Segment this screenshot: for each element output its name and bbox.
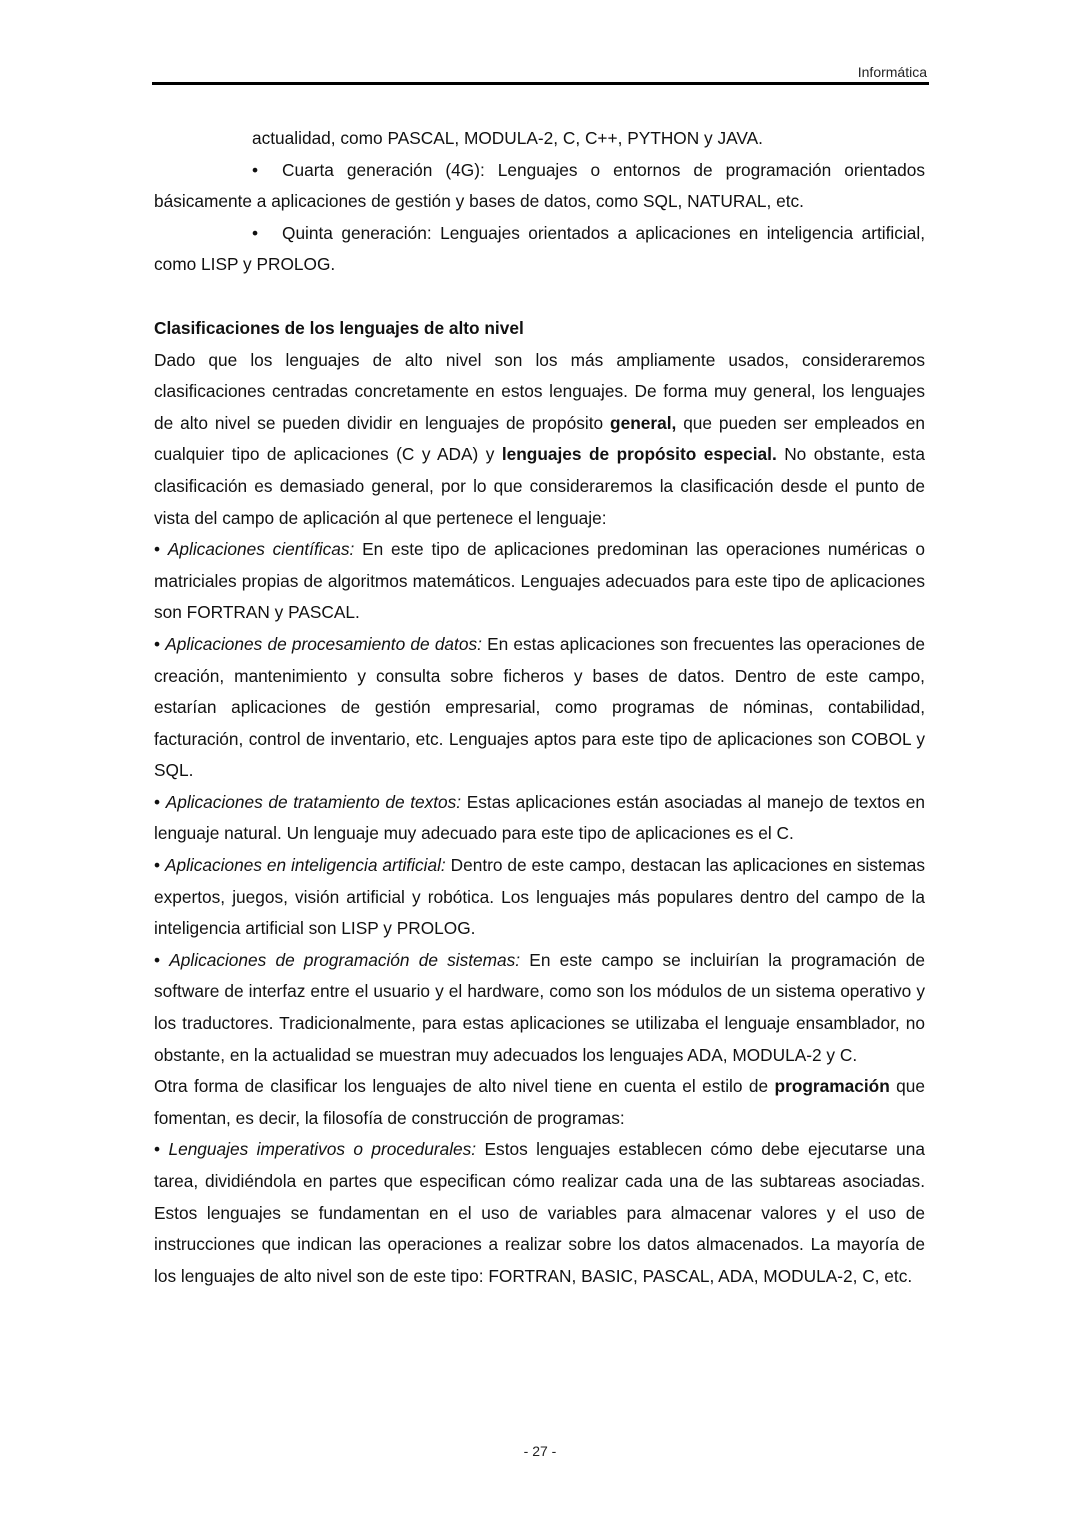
running-header: Informática [857,64,927,80]
list-item-artificial-intelligence: • Aplicaciones en inteligencia artificial: Dentro de este campo, destacan las aplicaciones en sistemas expertos, juegos, visión artificial y robótica. Los lenguajes más populares dentro del campo de la inteligencia artificial son LISP y PROLOG. [154,855,925,939]
bullet-icon: • [154,949,170,970]
bullet-icon: • [252,159,259,180]
page-body [154,123,925,1292]
list-item-scientific: • Aplicaciones científicas: En este tipo de aplicaciones predominan las operaciones numéricas o matriciales propias de algoritmos matemáticos. Lenguajes adecuados para este tipo de aplicaciones son FORTRAN y PASCAL. [154,539,925,623]
intro-paragraph: Dado que los lenguajes de alto nivel son los más ampliamente usados, consideraremos clasificaciones centradas concretamente en estos lenguajes. De forma muy general, los lenguajes de alto nivel se pueden dividir en lenguajes de propósito general, que pueden ser empleados en cualquier tipo de aplicaciones (C y ADA) y lenguajes de propósito especial. No obstante, esta clasificación es demasiado general, por lo que consideraremos la clasificación desde el punto de vista del campo de aplicación al que pertenece el lenguaje: [154,349,925,528]
page-number: - 27 - [523,1443,557,1459]
header-divider [152,82,929,85]
list-item-imperative: • Lenguajes imperativos o procedurales: Estos lenguajes establecen cómo debe ejecutarse una tarea, dividiéndola en partes que especifican cómo realizar cada una de las subtareas asociadas. Estos lenguajes se fundamentan en el uso de variables para almacenar valores y el uso de instrucciones que indican las operaciones a realizar sobre los datos almacenados. La mayoría de los lenguajes de alto nivel son de este tipo: FORTRAN, BASIC, PASCAL, ADA, MODULA-2, C, etc. [154,1139,926,1286]
bullet-icon: • [154,539,168,560]
programming-style-paragraph: Otra forma de clasificar los lenguajes de alto nivel tiene en cuenta el estilo de programación que fomentan, es decir, la filosofía de construcción de programas: [154,1076,925,1128]
bullet-icon: • [154,791,166,812]
list-item-data-processing: • Aplicaciones de procesamiento de datos: En estas aplicaciones son frecuentes las operaciones de creación, mantenimiento y consulta sobre ficheros y bases de datos. Dentro de este campo, estarían aplicaciones de gestión empresarial, como programas de nóminas, contabilidad, facturación, control de inventario, etc. Lenguajes aptos para este tipo de aplicaciones son COBOL y SQL. [154,633,925,781]
list-item-systems-programming: • Aplicaciones de programación de sistemas: En este campo se incluirían la programación de software de interfaz entre el usuario y el hardware, como son los módulos de un sistema operativo y los traductores. Tradicionalmente, para estas aplicaciones se utilizaba el lenguaje ensamblador, no obstante, en la actualidad se muestran muy adecuados los lenguajes ADA, MODULA-2 y C. [154,949,926,1065]
section-heading: Clasificaciones de los lenguajes de alto nivel [154,317,524,338]
bullet-icon: • [252,222,259,243]
list-item-fifth-generation: • Quinta generación: Lenguajes orientados a aplicaciones en inteligencia artificial, como LISP y PROLOG. [154,218,925,281]
list-item-fourth-generation: • Cuarta generación (4G): Lenguajes o entornos de programación orientados básicamente a aplicaciones de gestión y bases de datos, como SQL, NATURAL, etc. [154,155,925,218]
list-item-text-processing: • Aplicaciones de tratamiento de textos: Estas aplicaciones están asociadas al manejo de textos en lenguaje natural. Un lenguaje muy adecuado para este tipo de aplicaciones es el C. [154,791,926,844]
bullet-icon: • [154,633,166,654]
spacer [154,281,925,313]
bullet-icon: • [154,855,165,876]
generation-continuation: actualidad, como PASCAL, MODULA-2, C, C++, PYTHON y JAVA. [252,128,763,148]
bullet-icon: • [154,1139,169,1160]
